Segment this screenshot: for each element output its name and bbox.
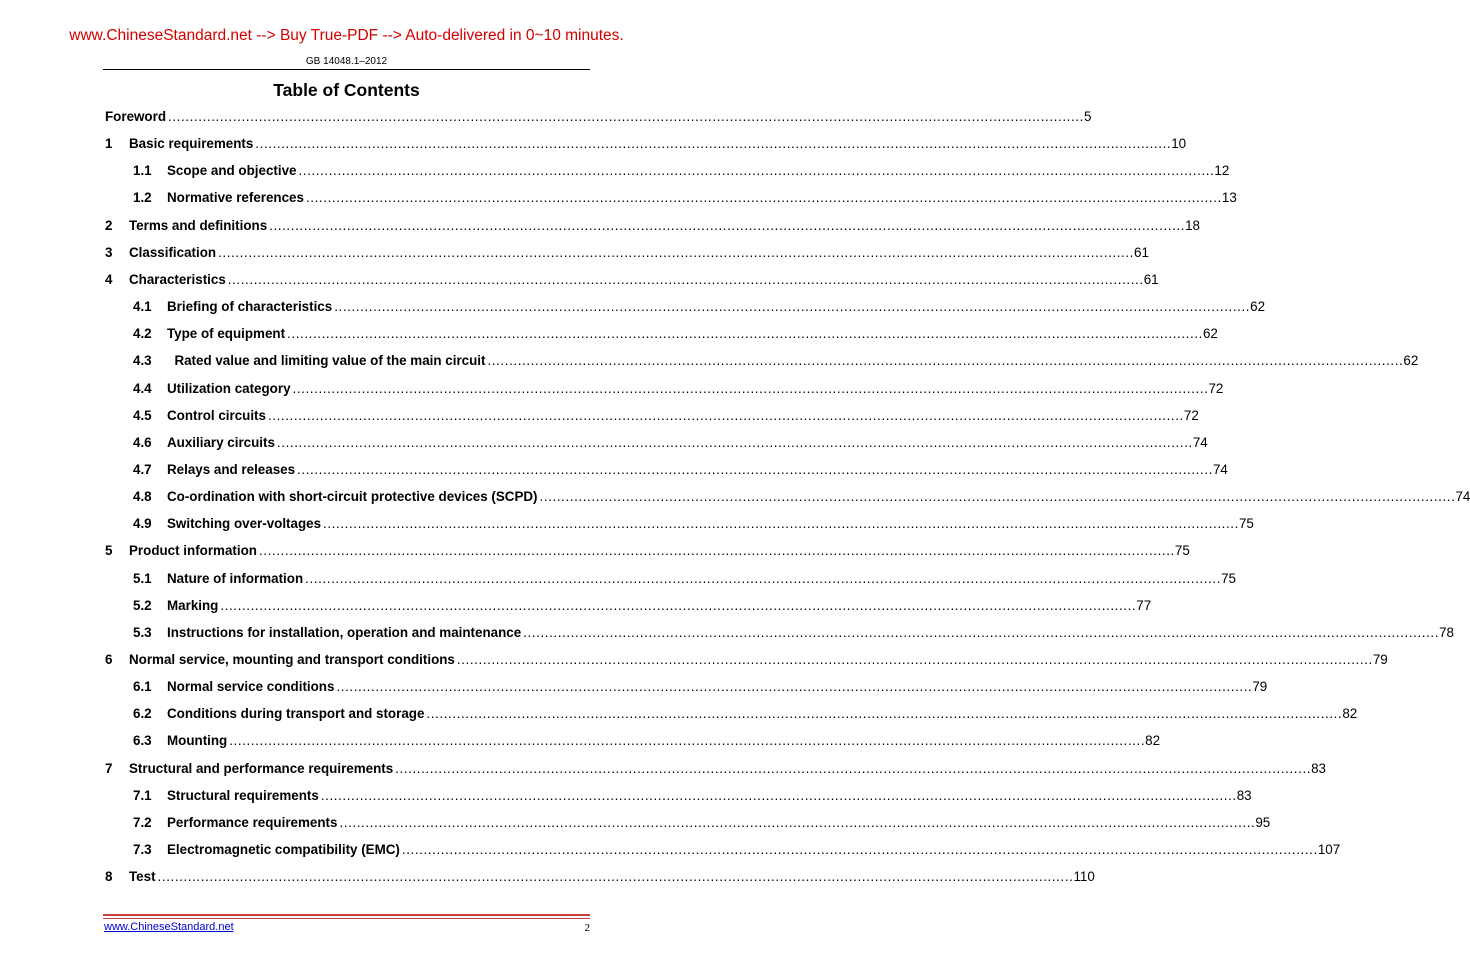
toc-entry[interactable] xyxy=(133,704,1358,724)
toc-entry-title: Auxiliary circuits xyxy=(167,434,275,450)
toc-entry-page: 77 xyxy=(1136,597,1152,613)
toc-entry-page: 79 xyxy=(1372,652,1388,667)
toc-entry-title: Normal service conditions xyxy=(167,679,335,695)
toc-entry-title: Product information xyxy=(129,543,257,559)
toc-entry[interactable] xyxy=(105,650,1388,670)
toc-entry[interactable] xyxy=(105,867,1095,887)
toc-entry-number: 4.2 xyxy=(133,326,152,342)
toc-entry-number: 6.1 xyxy=(133,679,152,695)
toc-entry-number: 4.9 xyxy=(133,516,152,532)
toc-entry-number: 4.1 xyxy=(133,299,152,315)
toc-entry-number: 4.4 xyxy=(133,380,152,396)
toc-entry[interactable] xyxy=(105,243,1149,263)
footer-divider xyxy=(103,914,590,916)
toc-entry[interactable] xyxy=(133,433,1208,453)
toc-entry-title: Scope and objective xyxy=(167,163,297,179)
toc-entry-number: 7 xyxy=(105,760,113,776)
toc-entry-title: Terms and definitions xyxy=(129,217,268,233)
toc-entry-number: 4.3 xyxy=(133,353,152,369)
dot-leader xyxy=(293,379,1209,399)
toc-entry[interactable] xyxy=(133,569,1236,589)
dot-leader xyxy=(268,406,1184,426)
toc-entry-title: Mounting xyxy=(167,733,228,749)
toc-entry-title: Switching over-voltages xyxy=(167,516,322,532)
toc-entry-page: 110 xyxy=(1073,869,1095,885)
toc-entry-page: 10 xyxy=(1171,136,1187,152)
dot-leader xyxy=(229,731,1145,751)
dot-leader xyxy=(402,840,1318,860)
toc-entry-page: 13 xyxy=(1221,190,1237,206)
toc-entry-number: 7.2 xyxy=(133,814,152,830)
toc-entry[interactable] xyxy=(133,351,1419,371)
toc-entry[interactable] xyxy=(133,324,1218,344)
toc-entry-page: 107 xyxy=(1317,842,1341,858)
toc-entry-page: 61 xyxy=(1134,244,1149,260)
toc-entry-number: 4.7 xyxy=(133,461,152,477)
toc-entry-number: 4.6 xyxy=(133,434,152,450)
toc-entry-page: 95 xyxy=(1255,814,1271,830)
toc-entry[interactable] xyxy=(105,759,1326,779)
toc-entry-title: Structural requirements xyxy=(167,787,319,803)
dot-leader xyxy=(487,351,1403,371)
toc-entry-page: 75 xyxy=(1174,543,1190,559)
dot-leader xyxy=(255,134,1171,154)
toc-entry-page: 78 xyxy=(1439,624,1454,640)
dot-leader xyxy=(339,813,1255,833)
toc-entry-number: 6.2 xyxy=(133,706,152,722)
toc-entry-page: 83 xyxy=(1236,787,1252,803)
dot-leader xyxy=(395,759,1311,779)
toc-entry-number: 5.2 xyxy=(133,597,152,613)
toc-entry-page: 62 xyxy=(1250,299,1266,315)
toc-entry[interactable] xyxy=(133,840,1341,860)
dot-leader xyxy=(457,650,1373,670)
toc-entry-number: 5 xyxy=(105,543,113,559)
toc-entry-page: 74 xyxy=(1212,461,1228,477)
dot-leader xyxy=(277,433,1193,453)
page-number: 2 xyxy=(584,922,590,934)
dot-leader xyxy=(297,460,1213,480)
toc-entry-title: Characteristics xyxy=(129,271,226,287)
toc-entry-page: 62 xyxy=(1403,353,1419,369)
toc-entry[interactable] xyxy=(133,596,1152,616)
toc-entry-title: Normative references xyxy=(167,190,304,206)
toc-entry-number: 3 xyxy=(105,244,113,260)
toc-entry-page: 75 xyxy=(1221,570,1236,586)
toc-entry[interactable] xyxy=(133,297,1266,317)
toc-entry-number: 6 xyxy=(105,652,113,667)
dot-leader xyxy=(334,297,1250,317)
dot-leader xyxy=(323,514,1239,534)
toc-entry-page: 62 xyxy=(1202,326,1218,342)
dot-leader xyxy=(321,786,1237,806)
toc-entry-page: 79 xyxy=(1252,679,1268,695)
dot-leader xyxy=(426,704,1342,724)
toc-entry[interactable] xyxy=(133,623,1454,643)
toc-entry-page: 74 xyxy=(1455,489,1470,505)
footer-website-link[interactable]: www.ChineseStandard.net xyxy=(104,921,234,933)
toc-entry-number: 4 xyxy=(105,271,113,287)
toc-entry[interactable] xyxy=(105,270,1159,290)
toc-entry-page: 12 xyxy=(1214,163,1230,179)
toc-entry[interactable] xyxy=(105,541,1190,561)
toc-entry-title: Conditions during transport and storage xyxy=(167,706,425,722)
toc-entry-title: Rated value and limiting value of the main circuit xyxy=(167,353,486,369)
toc-entry-number: 4.8 xyxy=(133,489,152,505)
toc-entry-title: Utilization category xyxy=(167,380,291,396)
toc-entry-title: Structural and performance requirements xyxy=(129,760,394,776)
toc-entry[interactable] xyxy=(133,786,1252,806)
toc-entry-title: Performance requirements xyxy=(167,814,338,830)
toc-entry-number: 1.1 xyxy=(133,163,152,179)
toc-entry-page: 72 xyxy=(1183,407,1199,423)
toc-entry-title: Foreword xyxy=(105,109,167,124)
toc-entry-number: 5.1 xyxy=(133,570,152,586)
toc-entry[interactable] xyxy=(133,813,1271,833)
toc-entry[interactable] xyxy=(133,188,1237,208)
toc-entry[interactable] xyxy=(133,460,1228,480)
toc-entry-number: 1 xyxy=(105,136,113,152)
toc-entry-title: Basic requirements xyxy=(129,136,254,152)
toc-entry-title: Control circuits xyxy=(167,407,266,423)
dot-leader xyxy=(259,541,1175,561)
toc-entry-title: Marking xyxy=(167,597,219,613)
dot-leader xyxy=(305,569,1221,589)
toc-entry[interactable] xyxy=(133,406,1199,426)
dot-leader xyxy=(287,324,1203,344)
toc-entry-page: 18 xyxy=(1185,217,1200,233)
toc-entry-page: 61 xyxy=(1143,271,1159,287)
toc-entry[interactable] xyxy=(133,487,1470,507)
toc-entry-number: 7.1 xyxy=(133,787,152,803)
dot-leader xyxy=(269,216,1185,236)
toc-entry-page: 72 xyxy=(1208,380,1224,396)
toc-entry[interactable] xyxy=(133,161,1230,181)
toc-entry-number: 1.2 xyxy=(133,190,152,206)
toc-entry-title: Instructions for installation, operation and maintenance xyxy=(167,624,522,640)
toc-entry-title: Nature of information xyxy=(167,570,304,586)
dot-leader xyxy=(168,107,1084,127)
toc-entry-page: 75 xyxy=(1238,516,1254,532)
toc-entry-title: Briefing of characteristics xyxy=(167,299,333,315)
toc-entry[interactable] xyxy=(105,107,1092,127)
toc-entry-title: Classification xyxy=(129,244,217,260)
dot-leader xyxy=(540,487,1456,507)
toc-entry-number: 5.3 xyxy=(133,624,152,640)
toc-entry[interactable] xyxy=(105,134,1187,154)
dot-leader xyxy=(218,243,1134,263)
toc-entry-title: Co-ordination with short-circuit protective devices (SCPD) xyxy=(167,489,538,505)
toc-entry[interactable] xyxy=(133,677,1268,697)
header-divider xyxy=(103,69,590,70)
toc-entry-title: Normal service, mounting and transport conditions xyxy=(129,652,455,667)
toc-entry-title: Relays and releases xyxy=(167,461,296,477)
toc-entry-page: 74 xyxy=(1192,434,1208,450)
toc-entry-title: Type of equipment xyxy=(167,326,286,342)
dot-leader xyxy=(220,596,1136,616)
dot-leader xyxy=(298,161,1214,181)
dot-leader xyxy=(158,867,1074,887)
toc-entry[interactable] xyxy=(133,514,1254,534)
footer-divider-thin xyxy=(103,918,590,919)
toc-title: Table of Contents xyxy=(273,80,420,100)
toc-entry-title: Test xyxy=(129,869,156,885)
toc-entry-number: 7.3 xyxy=(133,842,152,858)
document-code: GB 14048.1–2012 xyxy=(305,56,388,67)
toc-entry[interactable] xyxy=(133,731,1161,751)
dot-leader xyxy=(306,188,1222,208)
dot-leader xyxy=(336,677,1252,697)
toc-entry-number: 4.5 xyxy=(133,407,152,423)
toc-entry-number: 8 xyxy=(105,869,113,885)
toc-entry[interactable] xyxy=(105,216,1200,236)
toc-entry-page: 5 xyxy=(1083,109,1092,124)
toc-entry-page: 82 xyxy=(1145,733,1161,749)
dot-leader xyxy=(228,270,1144,290)
toc-entry-number: 2 xyxy=(105,217,113,233)
toc-entry-page: 82 xyxy=(1342,706,1358,722)
toc-entry-page: 83 xyxy=(1311,760,1326,776)
toc-entry-title: Electromagnetic compatibility (EMC) xyxy=(167,842,400,858)
toc-entry[interactable] xyxy=(133,379,1224,399)
purchase-banner[interactable]: www.ChineseStandard.net --> Buy True-PDF --> Auto-delivered in 0~10 minutes. xyxy=(69,27,624,44)
dot-leader xyxy=(523,623,1439,643)
toc-entry-number: 6.3 xyxy=(133,733,152,749)
